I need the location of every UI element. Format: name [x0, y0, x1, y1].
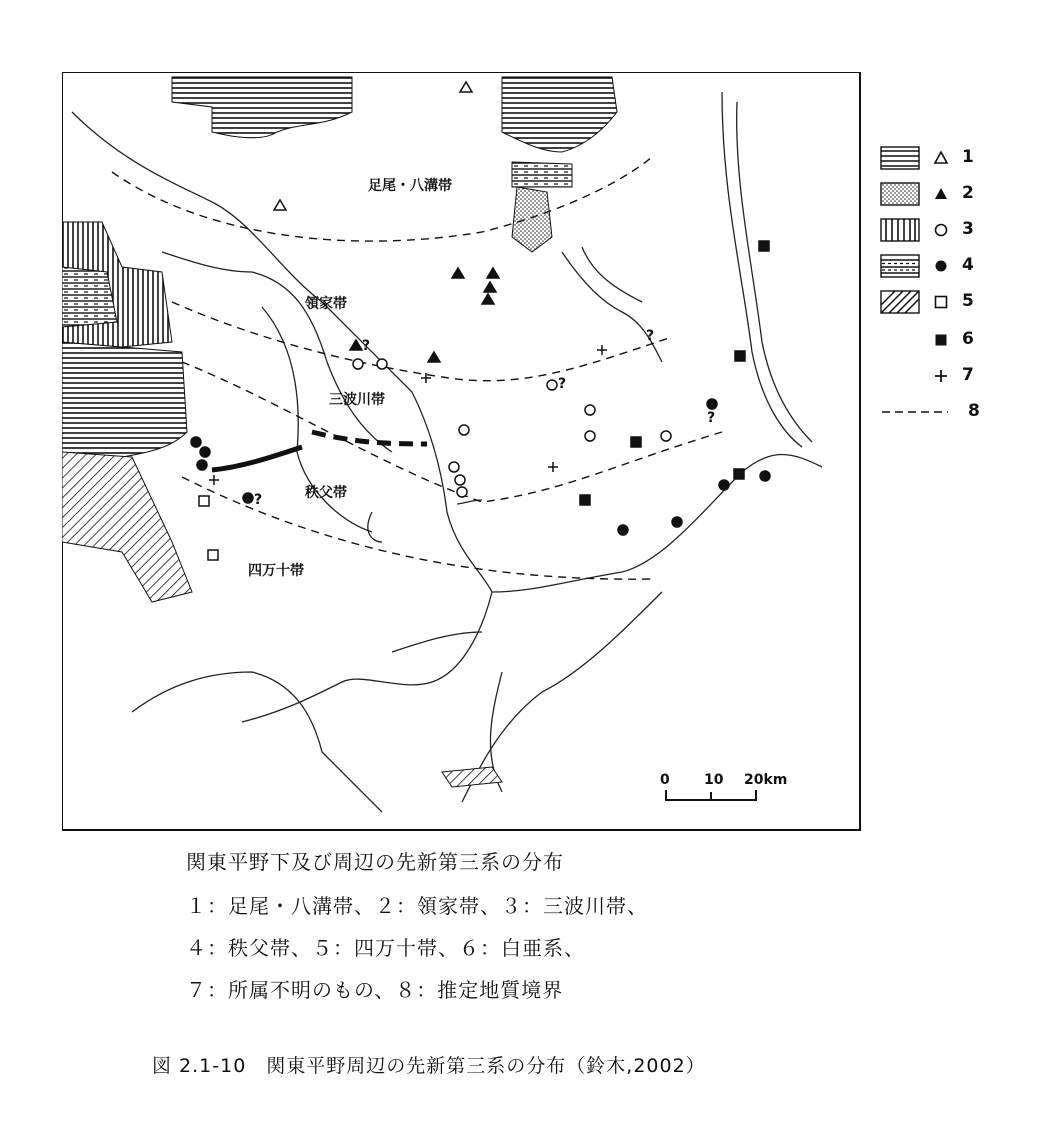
question-mark: ?	[558, 376, 567, 392]
figure-title: 図 2.1-10 関東平野周辺の先新第三系の分布（鈴木,2002）	[152, 1055, 706, 1077]
site-type-3-marker	[547, 380, 557, 390]
open-triangle-icon	[932, 149, 950, 167]
site-type-3-marker	[661, 431, 671, 441]
filled-circle-icon	[932, 257, 950, 275]
caption-line-2: ４：秩父帯、５：四万十帯、６：白亜系、	[186, 936, 585, 960]
question-mark: ?	[362, 338, 371, 354]
site-type-4-marker	[200, 447, 210, 457]
zone-label-sanbagawa: 三波川帯	[329, 392, 385, 408]
zone-label-chichibu: 秩父帯	[305, 485, 347, 501]
legend-number: 4	[962, 255, 974, 275]
site-type-3-marker	[449, 462, 459, 472]
site-type-3-marker	[377, 359, 387, 369]
site-type-4-marker	[243, 493, 253, 503]
legend-item-4	[880, 254, 1010, 284]
site-type-5-marker	[199, 496, 209, 506]
legend-swatch-horizontal-lines	[880, 146, 920, 170]
legend-number: 2	[962, 183, 974, 203]
legend-item-3	[880, 218, 1010, 248]
unit-4-patch	[512, 162, 572, 187]
site-type-3-marker	[455, 475, 465, 485]
scale-tick-10: 10	[704, 772, 724, 788]
site-type-4-marker	[191, 437, 201, 447]
site-type-4-marker	[719, 480, 729, 490]
site-type-4-marker	[760, 471, 770, 481]
legend-item-7	[880, 364, 1010, 394]
legend-item-6	[880, 328, 1010, 358]
plus-icon	[932, 367, 950, 385]
open-square-icon	[932, 293, 950, 311]
site-type-6-marker	[580, 495, 590, 505]
dashed-line-icon	[880, 400, 950, 424]
caption-line-1: １：足尾・八溝帯、２：領家帯、３：三波川帯、	[186, 894, 648, 918]
site-type-6-marker	[735, 351, 745, 361]
site-type-6-marker	[631, 437, 641, 447]
site-type-3-marker	[585, 431, 595, 441]
caption-title: 関東平野下及び周辺の先新第三系の分布	[186, 850, 564, 874]
open-circle-icon	[932, 221, 950, 239]
legend-item-1	[880, 146, 1010, 176]
legend-swatch-dashed-horizontal	[880, 254, 920, 278]
legend-swatch-vertical-lines	[880, 218, 920, 242]
legend-number: 7	[962, 365, 974, 385]
filled-square-icon	[932, 331, 950, 349]
site-type-4-marker	[197, 460, 207, 470]
filled-triangle-icon	[932, 185, 950, 203]
legend-swatch-dotted	[880, 182, 920, 206]
site-type-4-marker	[672, 517, 682, 527]
scale-tick-20: 20km	[744, 772, 788, 788]
question-mark: ?	[646, 328, 655, 344]
legend-number: 3	[962, 219, 974, 239]
geologic-map	[62, 72, 862, 832]
legend-number: 1	[962, 147, 974, 167]
zone-label-ashio: 足尾・八溝帯	[368, 178, 452, 194]
site-type-6-marker	[759, 241, 769, 251]
site-type-3-marker	[459, 425, 469, 435]
legend-number: 5	[962, 291, 974, 311]
legend-number: 8	[968, 401, 980, 421]
zone-label-ryoke: 領家帯	[305, 296, 347, 312]
zone-label-shimanto: 四万十帯	[248, 563, 304, 579]
question-mark: ?	[707, 410, 716, 426]
site-type-3-marker	[457, 487, 467, 497]
question-mark: ?	[254, 492, 263, 508]
site-type-3-marker	[353, 359, 363, 369]
legend-number: 6	[962, 329, 974, 349]
site-type-3-marker	[585, 405, 595, 415]
scale-tick-0: 0	[660, 772, 670, 788]
site-type-5-marker	[208, 550, 218, 560]
legend-item-2	[880, 182, 1010, 212]
legend-item-5	[880, 290, 1010, 320]
unit-1-patch	[62, 342, 187, 457]
legend-swatch-diagonal-hatch	[880, 290, 920, 314]
site-type-4-marker	[707, 399, 717, 409]
site-type-4-marker	[618, 525, 628, 535]
caption-line-3: ７：所属不明のもの、８：推定地質境界	[186, 978, 564, 1002]
legend-item-8	[880, 400, 1010, 430]
site-type-6-marker	[734, 469, 744, 479]
